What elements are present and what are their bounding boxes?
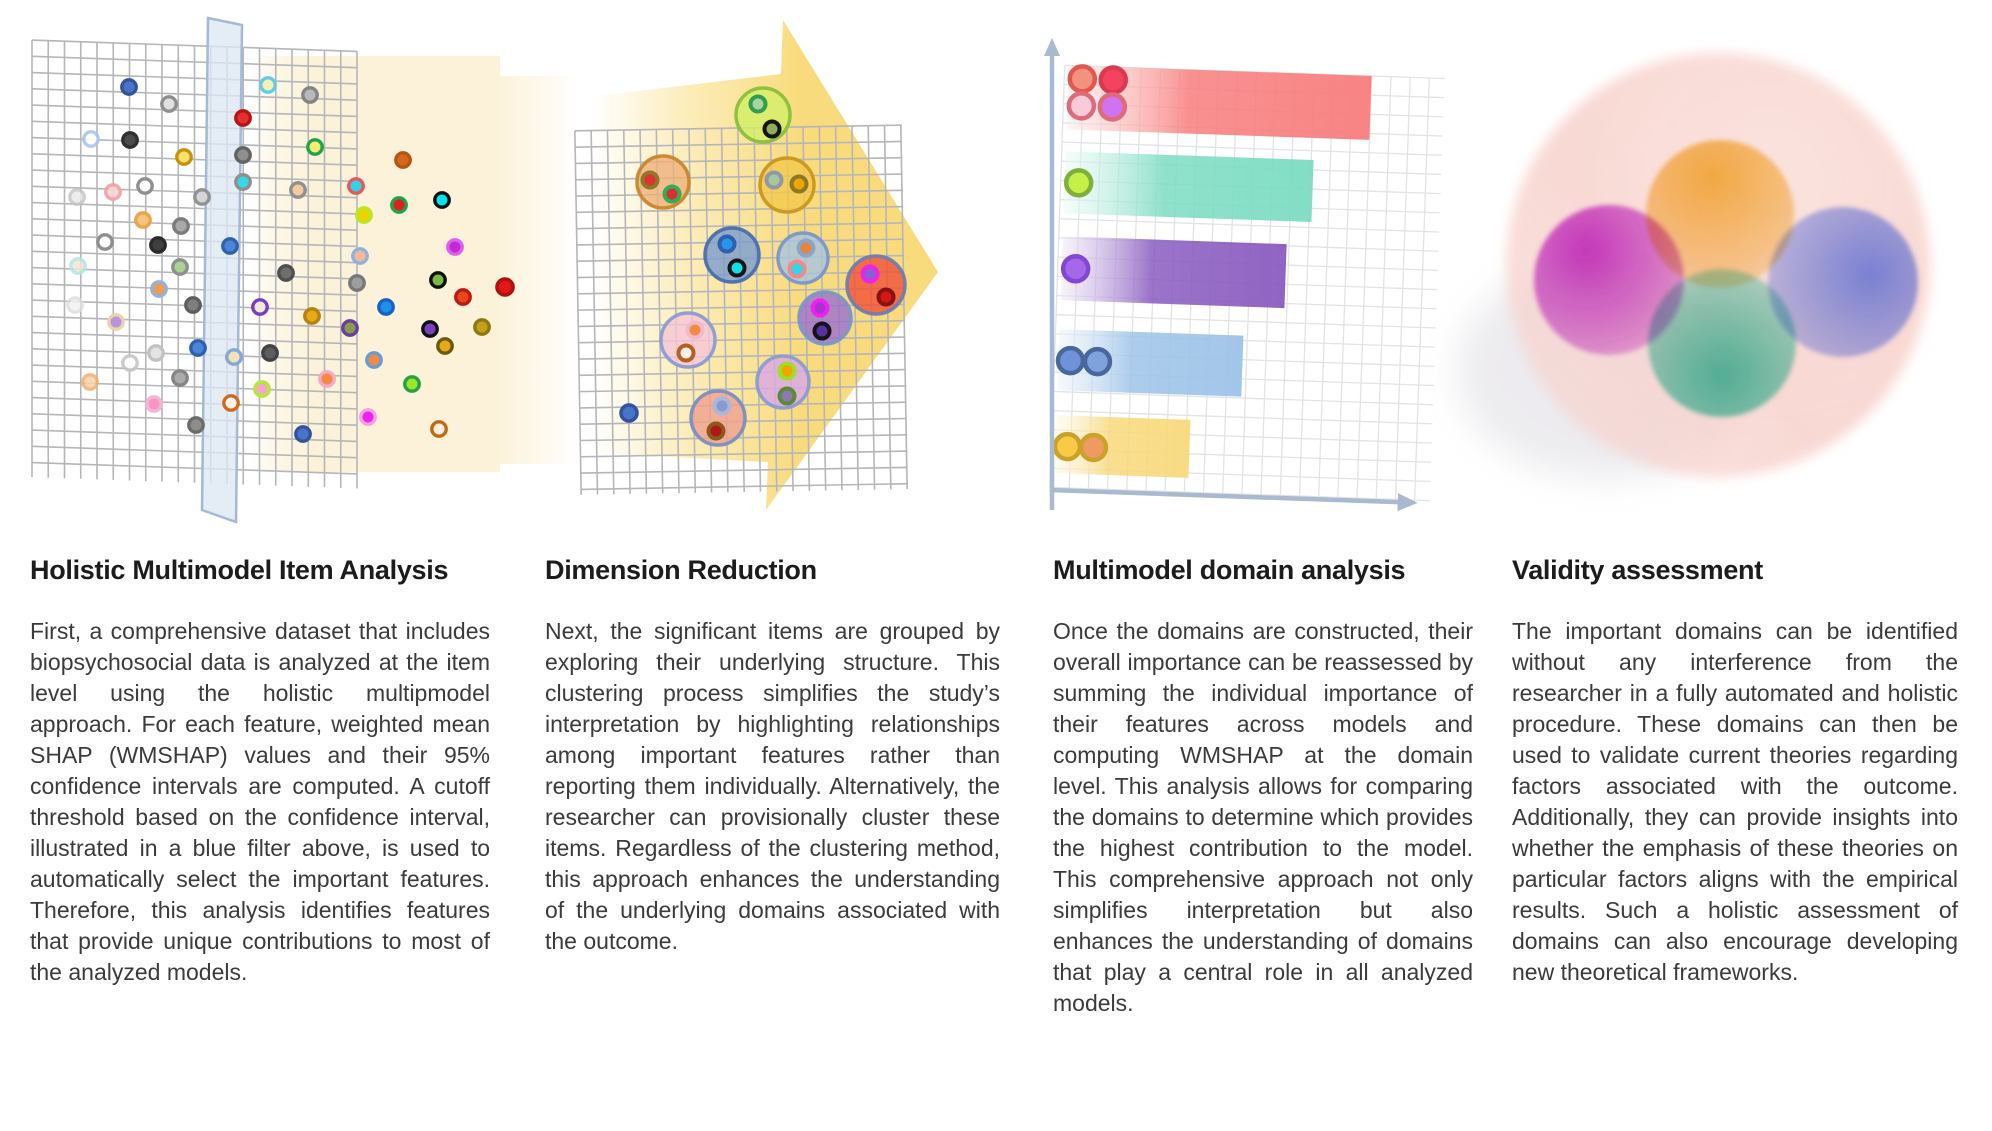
item-dot [189,418,203,432]
item-dot [1068,93,1094,119]
item-dot [177,150,191,164]
item-dot [350,276,364,290]
item-dot [1069,66,1095,92]
item-dot [149,346,163,360]
item-dot [343,321,357,335]
item-dot [621,405,637,421]
item-dot [305,309,319,323]
item-dot [715,399,730,414]
panel-item-analysis [30,0,490,1110]
item-dot [186,298,200,312]
item-dot [70,190,84,204]
item-dot [151,238,165,252]
item-dot [236,148,250,162]
item-dot [123,133,137,147]
item-dot [679,346,694,361]
item-dot [709,424,724,439]
item-dot [227,350,241,364]
item-dot [261,78,275,92]
item-dot [98,235,112,249]
item-dot [303,88,317,102]
threshold-filter-plane [202,18,242,522]
item-dot [767,173,782,188]
item-dot [136,213,150,227]
item-dot [138,179,152,193]
item-dot [152,282,166,296]
panel-dimension-reduction [545,0,1000,1110]
item-dot [253,300,267,314]
panel-body: Once the domains are constructed, their overall importance can be reassessed by summing the individual importance of their features across models and computing WMSHAP at the domain level. This analysis allows for comparing the domains to determine which provides the highest contribution to the model. This comprehensive approach not only simplifies interpretation but also enhances the understanding of domains that play a central role in all analyzed models. [1053,618,1473,1016]
panel-title: Holistic Multimodel Item Analysis [30,555,449,585]
item-dot [291,183,305,197]
item-dot [751,97,766,112]
item-dot [432,422,446,436]
domain-bar-chart [1030,10,1450,525]
item-dot [1066,170,1092,196]
item-dot [423,322,437,336]
item-dot [1063,256,1089,282]
item-dot [456,290,470,304]
item-dot [665,187,680,202]
item-dot [792,177,807,192]
item-dot [109,315,123,329]
item-dot [790,262,805,277]
item-dot [174,219,188,233]
scatter-grid-filter-graphic [30,10,500,525]
item-dot [1081,435,1107,461]
item-cluster [691,391,745,445]
item-dot [122,80,136,94]
highlight-band [250,56,500,472]
teal-domain-circle [1648,269,1796,417]
item-dot [780,389,795,404]
domain-importance-bar [1064,151,1314,222]
item-dot [863,267,878,282]
x-axis [1050,481,1418,512]
item-dot [320,372,334,386]
item-dot [236,175,250,189]
item-dot [255,382,269,396]
item-dot [879,290,894,305]
item-dot [813,301,828,316]
item-dot [353,249,367,263]
item-dot [1058,348,1084,374]
panel-body: First, a comprehensive dataset that includes biopsychosocial data is analyzed at the item level using the holistic multipmodel approach. For each feature, weighted mean SHAP (WMSHAP) values and their 95% confidence intervals are computed. A cutoff threshold based on the confidence interval, illustrated in a blue filter above, is used to automatically select the important features. Therefore, this analysis identifies features that provide unique contributions to most of the analyzed models. [30,618,490,985]
item-dot [71,259,85,273]
item-cluster [757,356,809,408]
item-dot [438,339,452,353]
item-cluster [760,158,814,212]
item-dot [431,273,445,287]
item-dot [349,179,363,193]
item-dot [435,193,449,207]
item-dot [379,300,393,314]
item-dot [173,260,187,274]
panel-title: Validity assessment [1512,555,1763,585]
item-dot [195,190,209,204]
item-cluster [637,156,689,208]
item-cluster [799,292,851,344]
item-dot [224,396,238,410]
item-dot [191,341,205,355]
item-dot [396,153,410,167]
item-dot [475,320,489,334]
item-dot [173,371,187,385]
item-dot [106,185,120,199]
item-dot [236,111,250,125]
item-dot [263,346,277,360]
item-dot [780,364,795,379]
validity-venn-graphic [1496,15,1970,490]
item-dot [1055,434,1081,460]
panel-domain-analysis [1053,0,1473,1110]
item-dot [83,375,97,389]
item-dot [799,241,814,256]
item-dot [296,427,310,441]
domain-importance-bar [1061,236,1287,308]
item-cluster [736,88,790,142]
item-cluster [847,256,905,314]
item-dot [643,173,658,188]
panel-validity-assessment [1512,0,1958,1110]
item-dot [720,237,735,252]
item-dot [223,239,237,253]
y-axis-arrow-icon [1044,38,1060,56]
item-dot [162,97,176,111]
panel-title: Multimodel domain analysis [1053,555,1406,585]
panel-title: Dimension Reduction [545,555,817,585]
panel-body: The important domains can be identified without any interference from the researcher in a fully automated and holistic procedure. These domains can then be used to validate current theories regarding factors associated with the outcome. Additionally, they can provide insights into whether the emphasis of these theories on particular factors aligns with the empirical results. Such a holistic assessment of domains can also encourage developing new theoretical frameworks. [1512,618,1958,985]
item-dot [361,410,375,424]
item-dot [688,323,703,338]
item-dot [1099,94,1125,120]
item-dot [448,240,462,254]
item-dot [84,132,98,146]
item-dot [1100,67,1126,93]
cluster-arrow-graphic [500,10,990,530]
item-dot [765,122,780,137]
item-dot [123,356,137,370]
item-dot [308,140,322,154]
item-dot [497,279,513,295]
item-dot [279,266,293,280]
item-dot [1085,349,1111,375]
item-dot [147,397,161,411]
item-dot [392,198,406,212]
item-dot [815,324,830,339]
item-cluster [778,233,828,283]
item-dot [367,353,381,367]
item-dot [357,208,371,222]
item-dot [68,298,82,312]
item-cluster [705,228,759,282]
panel-body: Next, the significant items are grouped by exploring their underlying structure. This clustering process simplifies the study’s interpretation by highlighting relationships among important features rather than reporting them individually. Alternatively, the researcher can provisionally cluster these items. Regardless of the clustering method, this approach enhances the understanding of the underlying domains associated with the outcome. [545,618,1000,954]
item-cluster [661,313,715,367]
item-dot [405,377,419,391]
item-dot [730,261,745,276]
